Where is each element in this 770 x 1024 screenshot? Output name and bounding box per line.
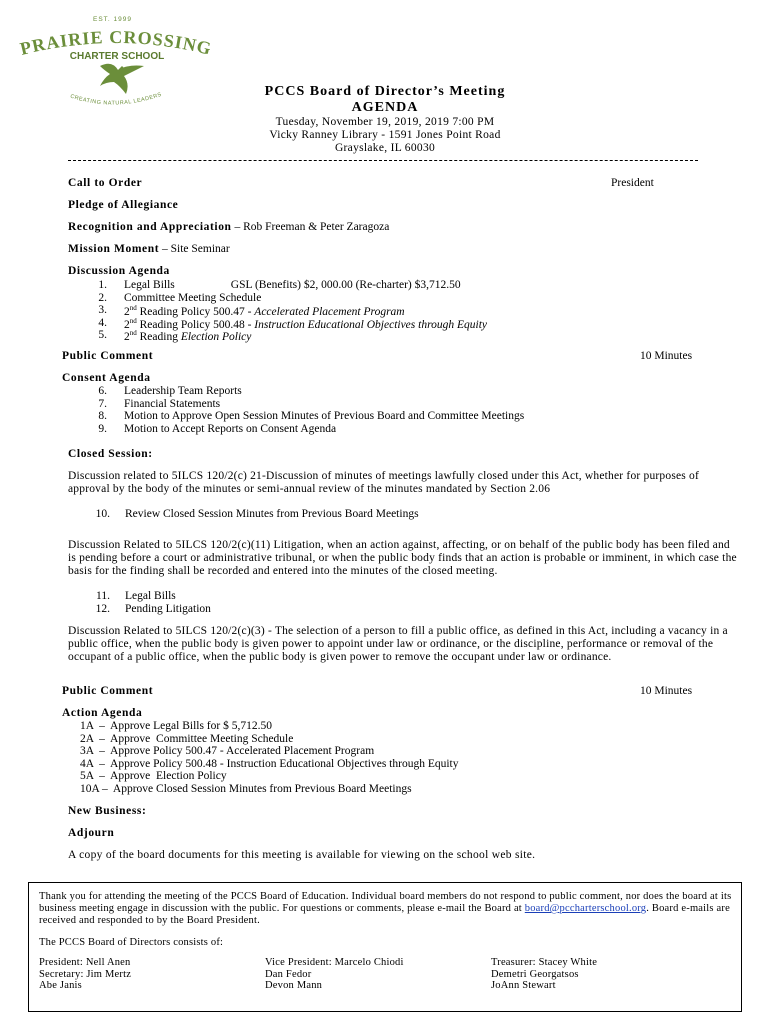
board-member: Secretary: Jim Mertz [39,968,132,980]
board-member: JoAnn Stewart [491,980,556,991]
list-item-number: 1. [98,279,107,291]
list-item-label: Reading Policy 500.48 - [136,318,255,331]
list-item-amounts: GSL (Benefits) $2, 000.00 (Re-charter) $3,712.50 [230,279,461,291]
closed-item-12-num: 12. [95,603,110,615]
closed-session-heading: Closed Session: [68,448,153,460]
logo-tagline: CREATING NATURAL LEADERS [69,91,163,107]
board-member: Devon Mann [265,980,323,991]
closed-item-11-num: 11. [96,590,110,602]
new-business: New Business: [68,805,147,817]
closed-session-para-1: Discussion related to 5ILCS 120/2(c) 21-Discussion of minutes of meetings lawfully closed under this Act, whether for purposes of approval by the body of the minutes or semi-annual review of the minutes mandated by Section 2.06 [68,470,700,495]
action-item: 3A – Approve Policy 500.47 - Accelerated Placement Program [80,745,375,758]
public-comment-heading: Public Comment [62,350,154,362]
list-item-text: Motion to Accept Reports on Consent Agenda [124,422,337,435]
pledge-of-allegiance: Pledge of Allegiance [68,199,179,211]
footer-thanks [39,891,734,927]
list-item-text [124,329,251,343]
logo-established: EST. 1999 [93,16,132,23]
consent-heading: Consent Agenda [62,372,151,384]
recognition-text: – Rob Freeman & Peter Zaragoza [234,221,390,233]
list-item-label: Legal Bills [124,279,175,291]
footer-box [28,882,742,1012]
list-item-title: Instruction Educational Objectives through Equity [254,318,488,331]
mission-text: – Site Seminar [162,243,230,255]
board-member: President: Nell Anen [39,957,131,968]
mission-line [68,243,230,255]
list-item-text: Leadership Team Reports [124,385,242,397]
board-column-3 [491,957,597,992]
list-item-label: Committee Meeting Schedule [124,291,262,304]
list-item-text: Motion to Approve Open Session Minutes of Previous Board and Committee Meetings [124,410,525,423]
mission-label: Mission Moment [68,243,160,255]
board-member: Dan Fedor [265,968,312,980]
action-item: 2A – Approve Committee Meeting Schedule [80,732,294,745]
list-item-prefix: 2 [124,318,130,331]
list-item-number: 5. [98,329,107,342]
action-item: 1A – Approve Legal Bills for $ 5,712.50 [80,720,272,732]
meeting-location: Vicky Ranney Library - 1591 Jones Point Road [269,129,501,141]
meeting-city: Grayslake, IL 60030 [334,142,436,154]
meeting-title: PCCS Board of Director’s Meeting [264,84,506,99]
closed-session-para-2: Discussion Related to 5ILCS 120/2(c)(11) Litigation, when an action against, affecting, or on behalf of the public body has been filed and is pending before a court or administrative tribunal, or when the public body finds that an action is probable or imminent, in which case the basis for the finding shall be recorded and entered into the minutes of the closed meeting. [68,539,737,577]
list-item-label: Reading [136,331,181,344]
public-comment-2-heading: Public Comment [62,685,154,697]
list-item-ordinal: nd [129,316,137,325]
list-item-prefix: 2 [124,306,130,319]
board-email-link[interactable]: board@pccharterschool.org [524,903,647,914]
adjourn: Adjourn [68,827,115,839]
board-column-2 [265,957,404,992]
board-member: Vice President: Marcelo Chiodi [265,957,404,968]
action-heading: Action Agenda [62,707,143,719]
board-member: Demetri Georgatsos [491,968,579,980]
list-item-prefix: 2 [124,331,130,344]
list-item-text [124,279,461,291]
closed-item-11: Legal Bills [125,590,176,602]
discussion-heading: Discussion Agenda [68,265,170,277]
list-item-number: 2. [98,291,107,304]
logo-name: PRAIRIE CROSSING [17,26,214,59]
closed-item-10: Review Closed Session Minutes from Previous Board Meetings [125,508,419,520]
list-item-title: Election Policy [180,331,252,344]
list-item-ordinal: nd [129,304,137,313]
closed-item-12: Pending Litigation [125,603,211,615]
header-divider [68,160,698,161]
agenda-title: AGENDA [351,100,419,115]
recognition-label: Recognition and Appreciation [68,221,232,233]
footer-thanks-a: Thank you for attending the meeting of the PCCS Board of Education. Individual board members do not respond to public comment, nor does the board at its business meeting engage in discussion with the public. For questions or comments, please e-mail the Board at [39,891,732,914]
list-item-number: 4. [98,316,107,329]
board-member: Treasurer: Stacey White [491,957,598,968]
list-item-number: 6. [98,385,107,397]
call-to-order: Call to Order [68,177,143,189]
public-comment-2-time: 10 Minutes [640,685,693,697]
list-item-label: Reading Policy 500.47 - [136,306,255,319]
list-item-ordinal: nd [129,329,137,338]
action-item: 4A – Approve Policy 500.48 - Instruction Educational Objectives through Equity [80,757,459,770]
list-item-number: 8. [98,410,107,423]
board-member: Abe Janis [39,980,82,991]
call-to-order-presenter: President [611,177,654,189]
board-consists: The PCCS Board of Directors consists of: [39,937,224,948]
footer-thanks-b: . Board e-mails are received and responded to by the Board President. [39,903,730,926]
list-item-number: 9. [98,422,107,435]
list-item-title: Accelerated Placement Program [254,306,405,319]
action-item: 5A – Approve Election Policy [80,770,227,783]
closed-session-para-3: Discussion Related to 5ILCS 120/2(c)(3) - The selection of a person to fill a public office, as defined in this Act, including a vacancy in a public office, when the public body is given power to appoint under law or ordinance, or the discipline, performance or removal of the occupant of a public office, when the public body is given power to remove the occupant under law or ordinance. [68,625,728,663]
recognition-line [68,221,389,233]
public-comment-time: 10 Minutes [640,350,693,362]
list-item-number: 3. [98,304,107,317]
board-column-1 [39,957,131,992]
copy-note: A copy of the board documents for this meeting is available for viewing on the school web site. [68,849,536,861]
action-item: 10A – Approve Closed Session Minutes from Previous Board Meetings [80,783,412,795]
list-item-text [124,292,261,304]
list-item-text: Financial Statements [124,397,221,410]
list-item-number: 7. [98,397,107,410]
closed-item-10-num: 10. [95,508,110,520]
logo-sub: CHARTER SCHOOL [69,51,165,62]
meeting-date: Tuesday, November 19, 2019, 2019 7:00 PM [275,116,495,128]
